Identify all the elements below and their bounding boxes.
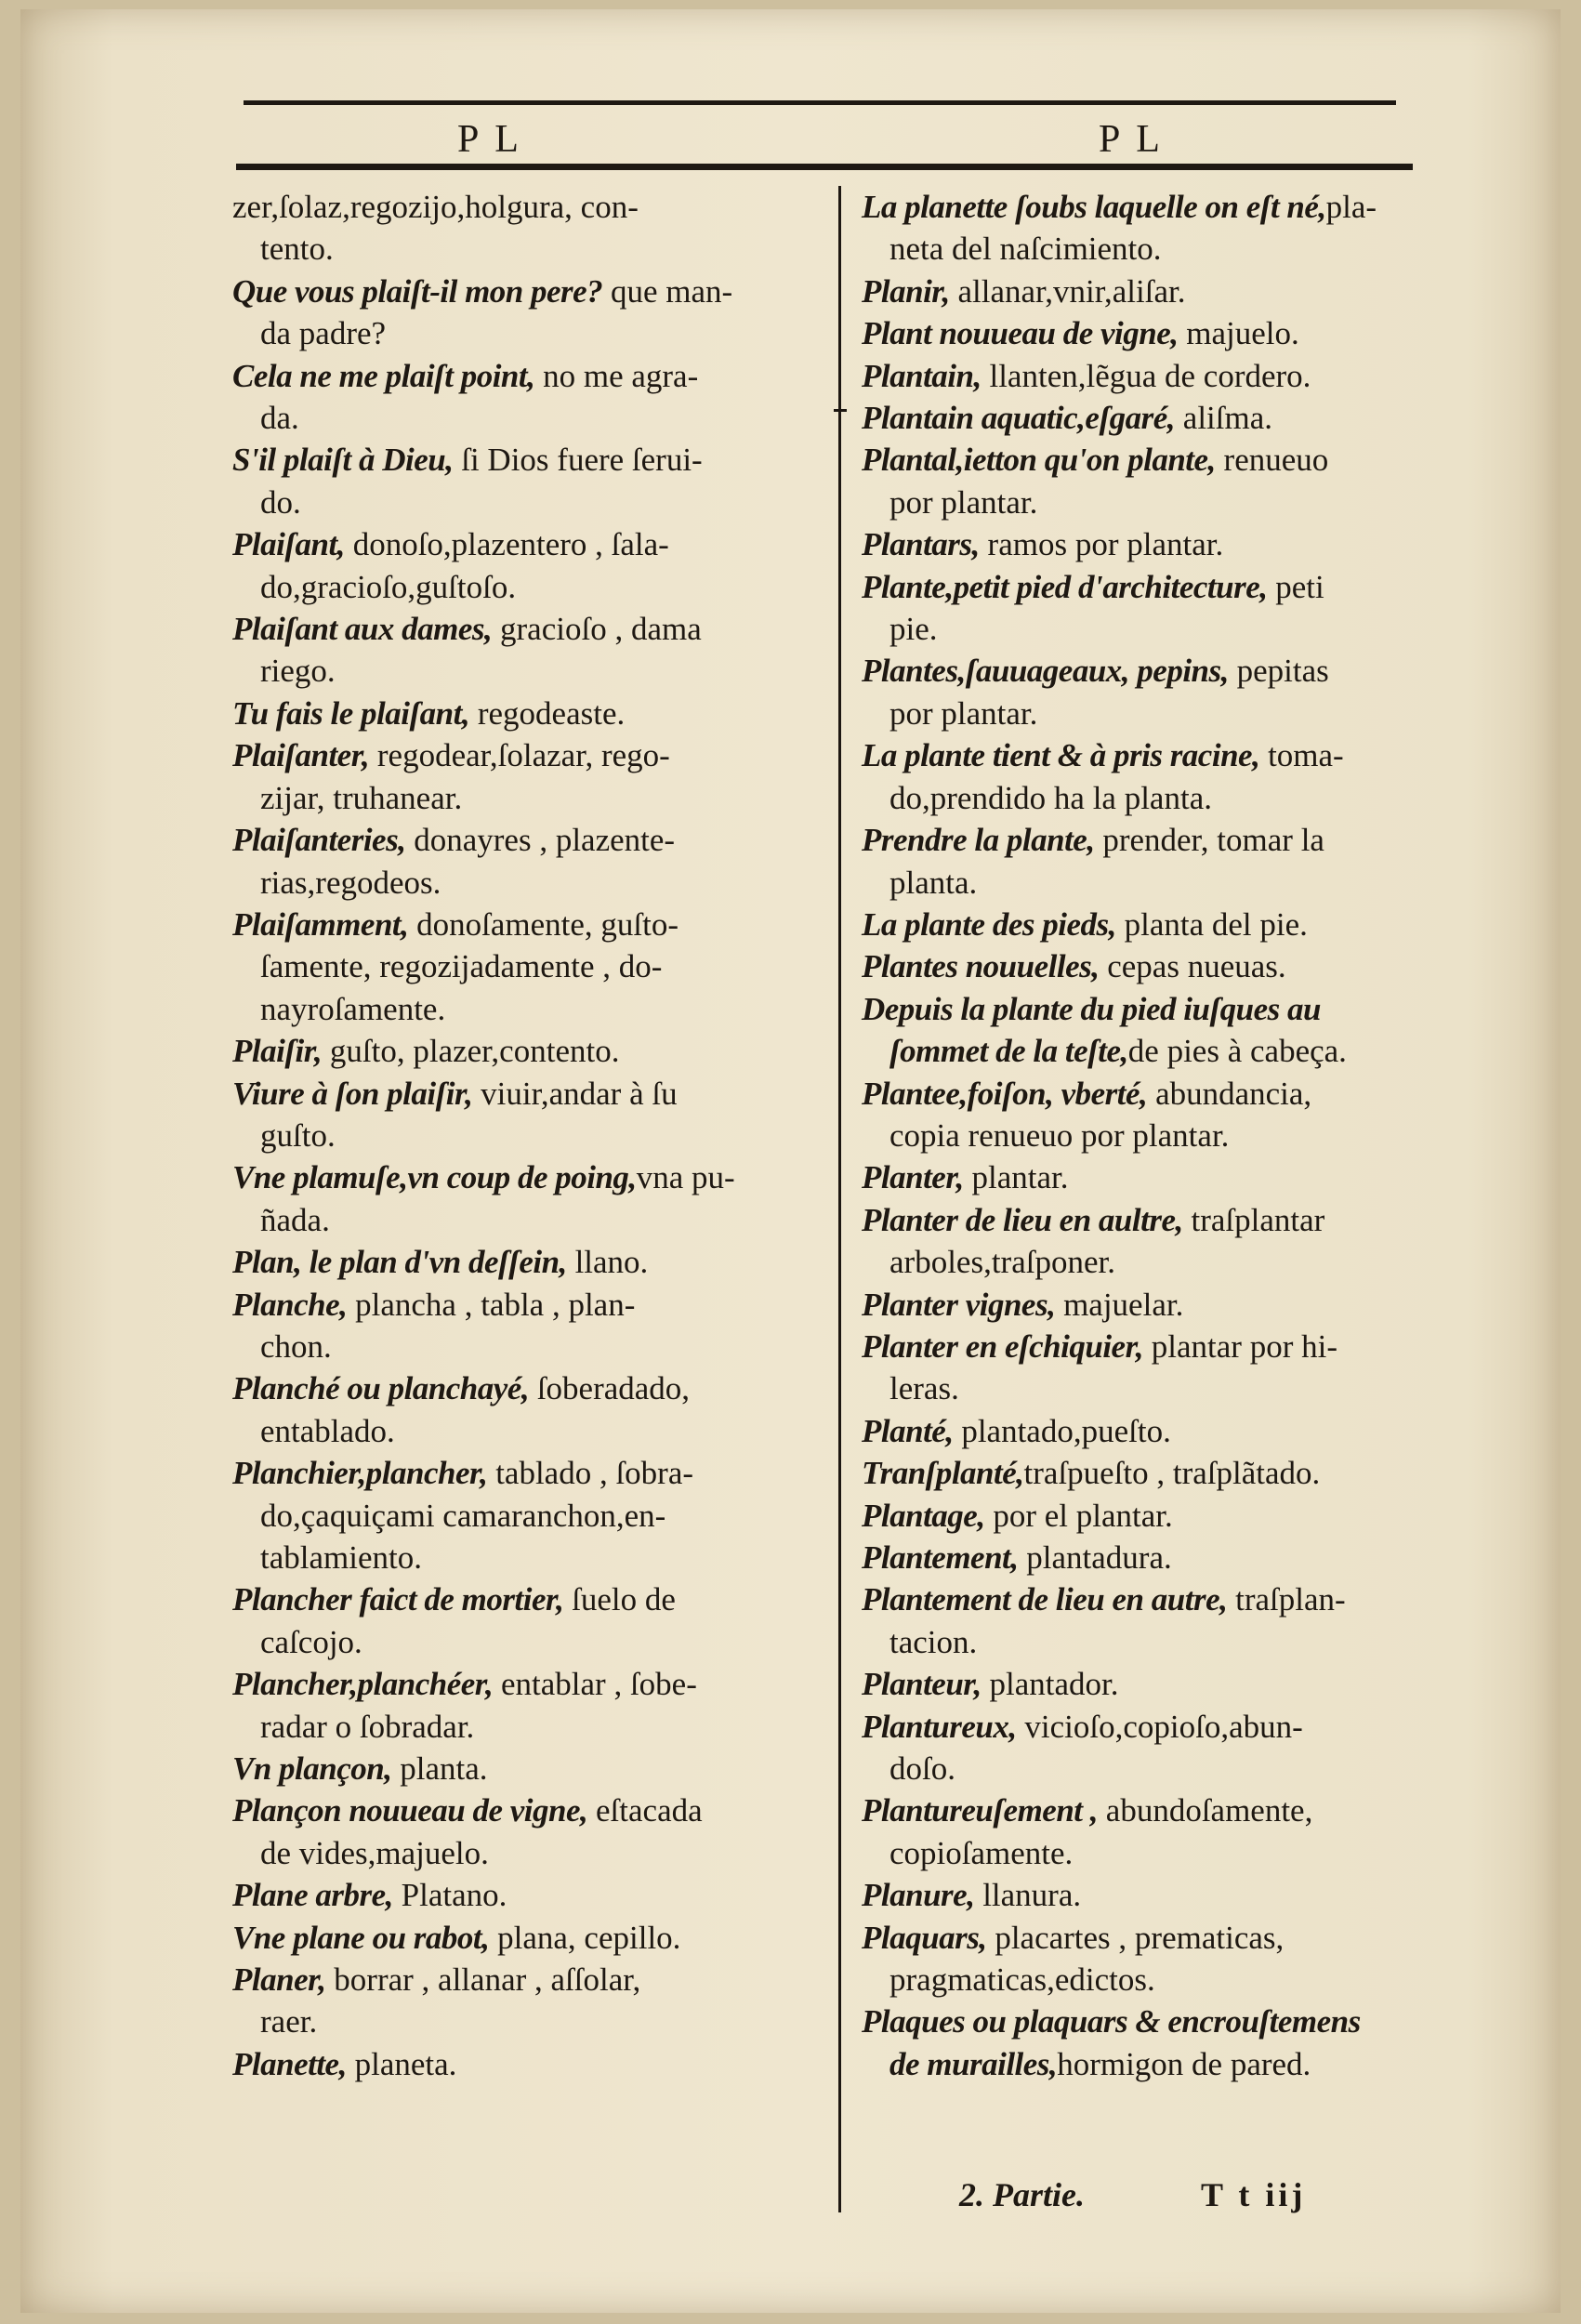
dictionary-entry [862, 945, 1456, 987]
dictionary-entry [862, 1917, 1456, 2001]
entry-translation: aliſma. [1175, 400, 1272, 437]
entry-translation: gracioſo , dama riego. [260, 611, 702, 690]
dictionary-entry [862, 1537, 1456, 1578]
entry-translation: cepas nueuas. [1099, 948, 1286, 985]
entry-translation: renueuo por plantar. [889, 442, 1329, 521]
dictionary-entry [232, 1030, 818, 1072]
entry-translation: no me agra- da. [260, 357, 699, 437]
entry-translation: plantadura. [1018, 1539, 1172, 1576]
dictionary-entry [862, 271, 1456, 312]
entry-headword: Vne plamuſe,vn coup de poing, [232, 1159, 637, 1196]
dictionary-entry [862, 2000, 1456, 2085]
column-divider [838, 186, 841, 2212]
entry-headword: La plante tient & à pris racine, [862, 737, 1260, 774]
dictionary-entry [232, 1959, 818, 2043]
dictionary-entry [232, 2043, 818, 2085]
dictionary-entry [232, 1917, 818, 1959]
dictionary-entry [232, 608, 818, 693]
divider-mark [834, 409, 847, 412]
dictionary-entry [862, 1663, 1456, 1705]
entry-headword: Plantes nouuelles, [862, 948, 1100, 985]
dictionary-entry [232, 1874, 818, 1916]
dictionary-entry [862, 439, 1456, 523]
part-label: 2. Partie. [959, 2176, 1085, 2213]
dictionary-entry [232, 693, 818, 734]
entry-translation: pepitas por plantar. [889, 653, 1329, 732]
entry-translation: pla- neta del naſcimiento. [889, 189, 1377, 268]
dictionary-entry [862, 1156, 1456, 1198]
entry-translation: que man- da padre? [260, 272, 733, 352]
entry-translation: plantar por hi- leras. [889, 1327, 1337, 1407]
dictionary-entry [862, 566, 1456, 651]
entry-headword: Viure à ſon plaiſir, [232, 1075, 473, 1112]
entry-translation: vna pu- ñada. [260, 1159, 735, 1238]
entry-translation: donayres , plazente- rias,regodeos. [260, 822, 676, 901]
entry-translation: viuir,andar à ſu guſto. [260, 1075, 678, 1154]
dictionary-entry [862, 1706, 1456, 1790]
entry-headword: Plantars, [862, 526, 980, 563]
entry-translation: tablado , ſobra- do,çaquiçami camaranchon,en- tablamiento. [260, 1455, 694, 1576]
entry-translation: planeta. [346, 2045, 457, 2082]
entry-headword: Planche, [232, 1286, 348, 1323]
entry-headword: Cela ne me plaiſt point, [232, 357, 535, 394]
entry-translation: guſto, plazer,contento. [322, 1033, 620, 1070]
entry-translation: plancha , tabla , plan- chon. [260, 1286, 636, 1365]
entry-translation: plantador. [981, 1666, 1119, 1703]
dictionary-entry [232, 1748, 818, 1789]
entry-headword: Planché ou planchayé, [232, 1370, 530, 1407]
entry-translation: plantado,pueſto. [953, 1412, 1171, 1449]
entry-translation: majuelar. [1055, 1286, 1184, 1323]
dictionary-entry [862, 1874, 1456, 1916]
entry-translation: abundancia, copia renueuo por plantar. [889, 1075, 1312, 1154]
entry-translation: traſplantar arboles,traſponer. [889, 1201, 1325, 1281]
entry-headword: Plançon nouueau de vigne, [232, 1792, 588, 1829]
entry-translation: regodeaste. [469, 694, 626, 732]
dictionary-entry [862, 355, 1456, 397]
dictionary-entry [862, 1284, 1456, 1326]
entry-translation: llano. [566, 1244, 649, 1281]
entry-headword: Planter vignes, [862, 1286, 1056, 1323]
entry-headword: Plantes,ſauuageaux, pepins, [862, 653, 1229, 690]
dictionary-entry [862, 988, 1456, 1073]
dictionary-entry [232, 523, 818, 608]
entry-translation: planta del pie. [1115, 905, 1308, 943]
entry-translation: prender, tomar la planta. [889, 822, 1324, 901]
entry-headword: Planure, [862, 1877, 975, 1914]
entry-headword: Plantal,ietton qu'on plante, [862, 442, 1216, 479]
entry-headword: Plancher faict de mortier, [232, 1581, 564, 1618]
entry-headword: Planette, [232, 2045, 347, 2082]
dictionary-entry [862, 1789, 1456, 1874]
dictionary-entry [862, 1326, 1456, 1410]
entry-headword: Plancher,planchéer, [232, 1666, 494, 1703]
dictionary-entry [862, 1452, 1456, 1494]
entry-headword: Plaiſir, [232, 1033, 323, 1070]
entry-translation: abundoſamente, copioſamente. [889, 1792, 1313, 1871]
entry-headword: Plantureuſement , [862, 1792, 1099, 1829]
entry-headword: Vn plançon, [232, 1750, 392, 1788]
dictionary-entry [862, 819, 1456, 904]
dictionary-entry [862, 312, 1456, 354]
entry-translation: llanura. [974, 1877, 1082, 1914]
entry-translation: borrar , allanar , aſſolar, raer. [260, 1961, 641, 2040]
dictionary-entry [232, 734, 818, 819]
dictionary-entry [232, 1578, 818, 1663]
dictionary-entry [232, 271, 818, 355]
entry-headword: Depuis la plante du pied iuſques au ſommet de la teſte, [862, 990, 1321, 1070]
entry-headword: Plante,petit pied d'architecture, [862, 568, 1268, 605]
entry-headword: Planteur, [862, 1666, 982, 1703]
entry-headword: Plaquars, [862, 1919, 987, 1956]
dictionary-entry [862, 523, 1456, 565]
dictionary-entry [232, 1156, 818, 1241]
entry-translation: planta. [391, 1750, 488, 1788]
entry-headword: Prendre la plante, [862, 822, 1095, 859]
entry-headword: Tu fais le plaiſant, [232, 694, 470, 732]
entry-headword: Plantureux, [862, 1708, 1017, 1745]
entry-headword: Plaiſanteries, [232, 822, 406, 859]
entry-translation: toma- do,prendido ha la planta. [889, 737, 1344, 816]
dictionary-entry [862, 1578, 1456, 1663]
dictionary-entry [232, 1789, 818, 1874]
page-footer [959, 2175, 1359, 2222]
entry-translation: donoſo,plazentero , ſala- do,gracioſo,guſtoſo. [260, 526, 669, 605]
entry-headword: Plant nouueau de vigne, [862, 315, 1179, 352]
entry-headword: Plantement, [862, 1539, 1019, 1576]
dictionary-entry [232, 1663, 818, 1748]
dictionary-entry [232, 1284, 818, 1368]
right-column [862, 186, 1456, 2085]
entry-headword: Plantage, [862, 1497, 985, 1534]
dictionary-entry [862, 1073, 1456, 1157]
dictionary-page [20, 9, 1561, 2313]
entry-headword: La planette ſoubs laquelle on eſt né, [862, 189, 1326, 225]
entry-headword: Planter de lieu en aultre, [862, 1201, 1183, 1238]
entry-headword: Planir, [862, 272, 950, 310]
dictionary-entry [862, 186, 1456, 271]
entry-translation: llanten,lẽgua de cordero. [981, 357, 1311, 394]
dictionary-entry [232, 1073, 818, 1157]
dictionary-entry [232, 1241, 818, 1283]
entry-translation: placartes , prematicas, pragmaticas,edictos. [889, 1919, 1285, 1999]
entry-translation: donoſamente, guſto- ſamente, regozijadamente , do- nayroſamente. [260, 905, 679, 1027]
entry-headword: Que vous plaiſt-il mon pere? [232, 272, 603, 310]
entry-translation: por el plantar. [984, 1497, 1173, 1534]
entry-headword: Plantement de lieu en autre, [862, 1581, 1228, 1618]
entry-translation: traſpueſto , traſplãtado. [1023, 1455, 1321, 1492]
running-head-right: P L [1099, 118, 1164, 161]
entry-headword: Tranſplanté, [862, 1455, 1024, 1492]
entry-headword: La plante des pieds, [862, 905, 1116, 943]
entry-translation: ſi Dios fuere ſerui- do. [260, 442, 703, 521]
dictionary-entry [232, 819, 818, 904]
entry-translation: ſuelo de caſcojo. [260, 1581, 676, 1660]
entry-headword: Plaiſant, [232, 526, 345, 563]
dictionary-entry [862, 1410, 1456, 1452]
entry-headword: Planter en eſchiquier, [862, 1327, 1144, 1365]
entry-headword: Vne plane ou rabot, [232, 1919, 490, 1956]
entry-headword: Plaques ou plaquars & encrouſtemens de murailles, [862, 2003, 1361, 2082]
dictionary-entry [232, 904, 818, 1030]
entry-translation: ramos por plantar. [979, 526, 1224, 563]
entry-translation: eſtacada de vides,majuelo. [260, 1792, 703, 1871]
entry-headword: Plantain, [862, 357, 982, 394]
entry-headword: Plaiſanter, [232, 737, 370, 774]
entry-translation: zer,ſolaz,regozijo,holgura, con- tento. [232, 189, 639, 268]
entry-translation: plantar. [963, 1159, 1069, 1196]
entry-headword: Planer, [232, 1961, 326, 1999]
entry-translation: vicioſo,copioſo,abun- doſo. [889, 1708, 1303, 1788]
dictionary-entry [862, 397, 1456, 439]
entry-headword: Plane arbre, [232, 1877, 393, 1914]
entry-translation: allanar,vnir,aliſar. [949, 272, 1186, 310]
entry-headword: S'il plaiſt à Dieu, [232, 442, 454, 479]
signature-mark: T t iij [1201, 2176, 1307, 2213]
dictionary-entry [232, 1452, 818, 1578]
dictionary-entry [862, 1495, 1456, 1537]
entry-translation: hormigon de pared. [1057, 2045, 1311, 2082]
entry-translation: peti pie. [889, 568, 1324, 648]
dictionary-entry [232, 439, 818, 523]
entry-headword: Plantee,foiſon, vberté, [862, 1075, 1148, 1112]
entry-translation: majuelo. [1178, 315, 1299, 352]
entry-headword: Planté, [862, 1412, 954, 1449]
running-head-left: P L [457, 118, 522, 161]
entry-translation: de pies à cabeça. [1127, 1033, 1347, 1070]
entry-translation: traſplan- tacion. [889, 1581, 1346, 1660]
dictionary-entry [862, 650, 1456, 734]
dictionary-entry [862, 904, 1456, 945]
dictionary-entry [232, 355, 818, 440]
left-column [232, 186, 818, 2085]
entry-headword: Planchier,plancher, [232, 1455, 488, 1492]
header-rule [236, 164, 1413, 170]
entry-headword: Plaiſamment, [232, 905, 409, 943]
dictionary-entry [862, 1199, 1456, 1284]
dictionary-entry [862, 734, 1456, 819]
entry-translation: Platano. [392, 1877, 507, 1914]
entry-translation: plana, cepillo. [489, 1919, 681, 1956]
entry-translation: entablar , ſobe- radar o ſobradar. [260, 1666, 697, 1745]
entry-headword: Planter, [862, 1159, 964, 1196]
entry-headword: Plaiſant aux dames, [232, 611, 493, 648]
top-rule [244, 100, 1396, 105]
entry-translation: regodear,ſolazar, rego- zijar, truhanear. [260, 737, 670, 816]
entry-translation: ſoberadado, entablado. [260, 1370, 691, 1449]
entry-headword: Plan, le plan d'vn deſſein, [232, 1244, 567, 1281]
entry-headword: Plantain aquatic,eſgaré, [862, 400, 1176, 437]
dictionary-entry [232, 186, 818, 271]
dictionary-entry [232, 1367, 818, 1452]
